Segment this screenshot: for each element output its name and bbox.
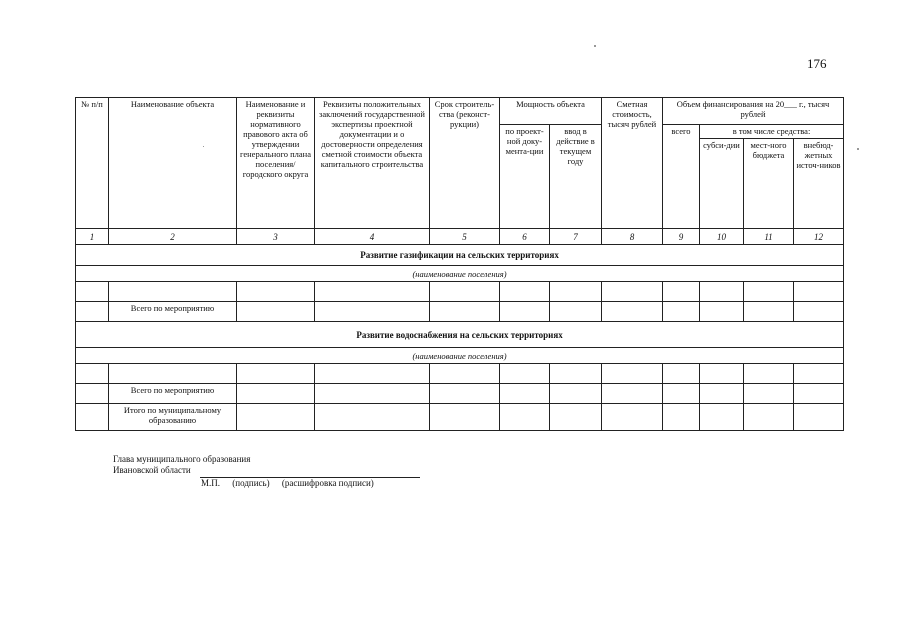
settlement-name: (наименование поселения) (76, 348, 844, 364)
cell (602, 302, 663, 322)
page-number: 176 (807, 56, 827, 71)
cell (315, 404, 430, 431)
header-capacity-current: ввод в действие в текущем году (550, 125, 602, 229)
table-row (76, 282, 844, 302)
sign-label: (подпись) (232, 478, 270, 488)
scan-speck (594, 45, 596, 47)
cell (430, 364, 500, 384)
cell (663, 282, 700, 302)
cell (602, 384, 663, 404)
cell (794, 404, 844, 431)
section-title: Развитие газификации на сельских территориях (76, 245, 844, 266)
cell (794, 282, 844, 302)
column-number: 3 (237, 229, 315, 245)
cell (602, 404, 663, 431)
cell (663, 384, 700, 404)
column-number: 7 (550, 229, 602, 245)
header-expertise: Реквизиты положительных заключений государственной экспертизы проектной документации и о достоверности определения сметной стоимости объекта капитального строительства (315, 98, 430, 229)
header-normative-act: Наименование и реквизиты нормативного правового акта об утверждении генерального плана поселения/ городского округа (237, 98, 315, 229)
column-number: 6 (500, 229, 550, 245)
cell (550, 302, 602, 322)
cell (700, 384, 744, 404)
cell (744, 384, 794, 404)
cell (663, 364, 700, 384)
cell (237, 364, 315, 384)
cell (794, 384, 844, 404)
cell (500, 282, 550, 302)
cell (744, 364, 794, 384)
section-title: Развитие водоснабжения на сельских территориях (76, 322, 844, 348)
cell (663, 404, 700, 431)
section-row (76, 322, 844, 348)
cell (315, 364, 430, 384)
cell (500, 364, 550, 384)
header-extrabudget: внебюд-жетных источ-ников (794, 139, 844, 229)
cell (237, 282, 315, 302)
column-number: 8 (602, 229, 663, 245)
cell (794, 364, 844, 384)
total-label: Всего по мероприятию (109, 384, 237, 404)
scan-speck (203, 146, 204, 147)
cell (237, 302, 315, 322)
cell (76, 282, 109, 302)
column-number: 1 (76, 229, 109, 245)
column-number: 5 (430, 229, 500, 245)
header-capacity-design: по проект-ной доку-мента-ции (500, 125, 550, 229)
cell (550, 404, 602, 431)
header-total: всего (663, 125, 700, 229)
table-row (76, 364, 844, 384)
column-numbers-row (76, 229, 844, 245)
settlement-row (76, 348, 844, 364)
header-capacity: Мощность объекта (500, 98, 602, 125)
header-financing: Объем финансирования на 20___ г., тысяч рублей (663, 98, 844, 125)
header-estimated-cost: Сметная стоимость, тысяч рублей (602, 98, 663, 229)
cell (430, 384, 500, 404)
cell (76, 404, 109, 431)
cell (550, 282, 602, 302)
cell (109, 282, 237, 302)
cell (744, 282, 794, 302)
total-label: Всего по мероприятию (109, 302, 237, 322)
cell (76, 302, 109, 322)
cell (550, 384, 602, 404)
signature-title-line2: Ивановской области (113, 465, 191, 475)
column-number: 4 (315, 229, 430, 245)
cell (109, 364, 237, 384)
municipal-total-label: Итого по муниципальному образованию (109, 404, 237, 431)
cell (700, 364, 744, 384)
cell (430, 282, 500, 302)
cell (602, 282, 663, 302)
column-number: 9 (663, 229, 700, 245)
cell (430, 404, 500, 431)
header-subsidies: субси-дии (700, 139, 744, 229)
cell (700, 404, 744, 431)
cell (430, 302, 500, 322)
cell (663, 302, 700, 322)
cell (700, 302, 744, 322)
cell (500, 384, 550, 404)
cell (315, 302, 430, 322)
cell (500, 302, 550, 322)
header-num: № п/п (76, 98, 109, 229)
settlement-name: (наименование поселения) (76, 266, 844, 282)
cell (794, 302, 844, 322)
column-number: 2 (109, 229, 237, 245)
cell (237, 404, 315, 431)
municipal-total-row (76, 404, 844, 431)
stamp-label: М.П. (201, 478, 221, 488)
decode-label: (расшифровка подписи) (281, 478, 374, 488)
header-including: в том числе средства: (700, 125, 844, 139)
signature-labels (201, 478, 384, 488)
signature-block (113, 454, 250, 476)
cell (315, 384, 430, 404)
column-number: 12 (794, 229, 844, 245)
header-object-name: Наименование объекта (109, 98, 237, 229)
cell (700, 282, 744, 302)
cell (744, 404, 794, 431)
column-number: 10 (700, 229, 744, 245)
scan-speck (857, 148, 859, 150)
cell (602, 364, 663, 384)
total-row (76, 384, 844, 404)
cell (550, 364, 602, 384)
cell (76, 364, 109, 384)
header-term: Срок строитель-ства (реконст-рукции) (430, 98, 500, 229)
header-local-budget: мест-ного бюджета (744, 139, 794, 229)
column-number: 11 (744, 229, 794, 245)
section-row (76, 245, 844, 266)
cell (237, 384, 315, 404)
cell (500, 404, 550, 431)
signature-title-line1: Глава муниципального образования (113, 454, 251, 464)
financing-table (75, 97, 844, 431)
total-row (76, 302, 844, 322)
cell (76, 384, 109, 404)
cell (744, 302, 794, 322)
cell (315, 282, 430, 302)
settlement-row (76, 266, 844, 282)
